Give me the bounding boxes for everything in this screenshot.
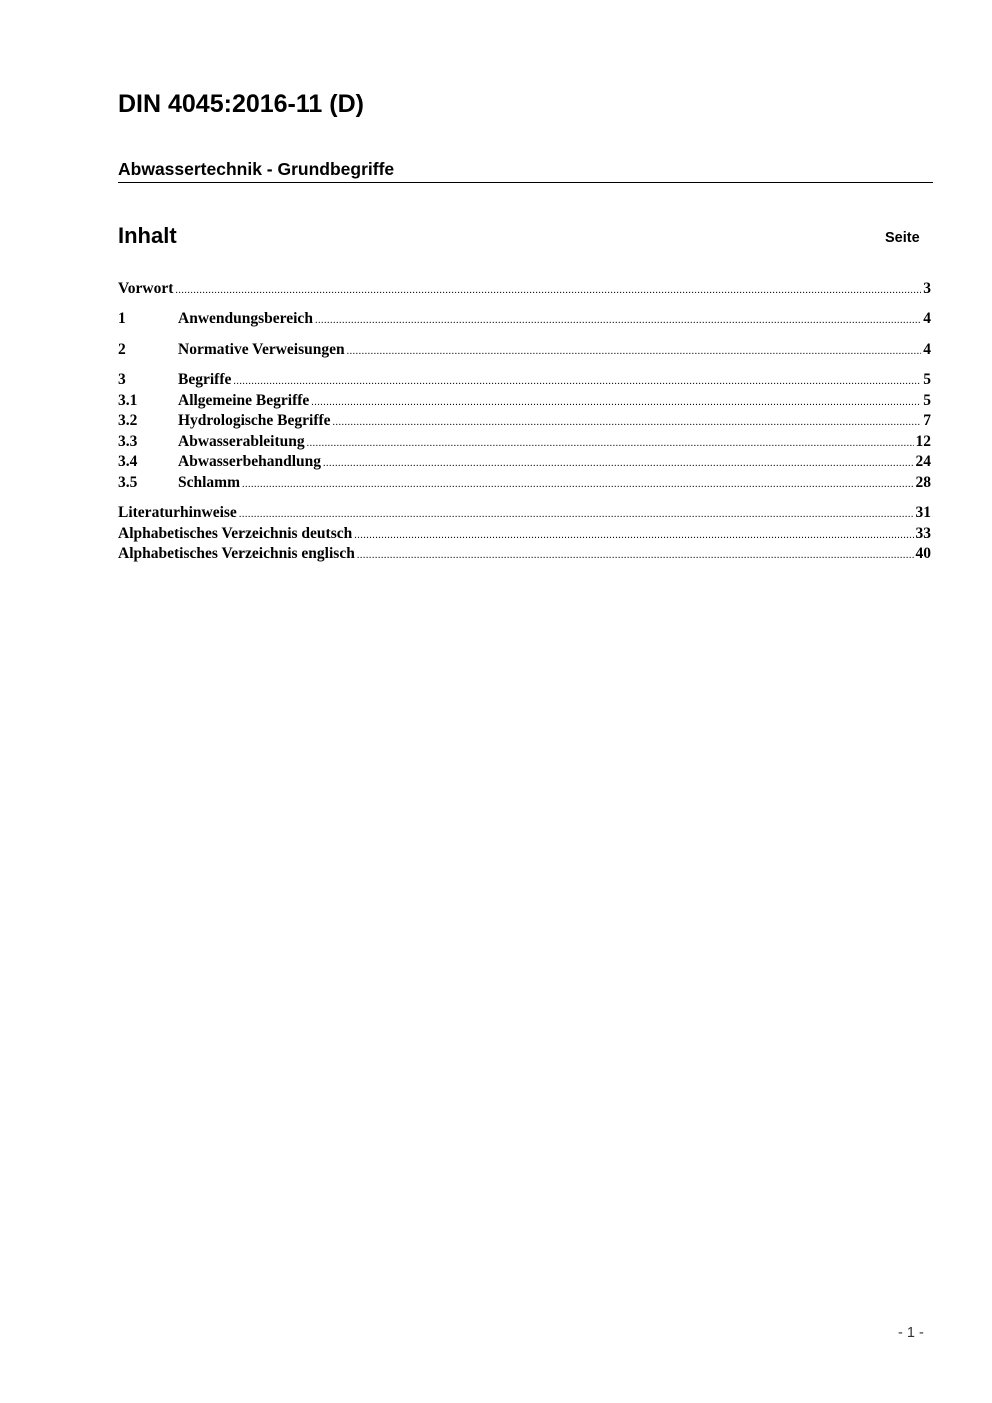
toc-dot-leader <box>347 342 922 362</box>
toc-entry-number: 3.3 <box>118 433 138 450</box>
toc-entry-page: 31 <box>915 504 931 521</box>
toc-entry-label: Alphabetisches Verzeichnis englisch <box>118 545 355 562</box>
toc-dot-leader <box>311 393 921 413</box>
toc-entry-label: Vorwort <box>118 280 174 297</box>
toc-dot-leader <box>175 281 921 301</box>
footer-page-number: - 1 - <box>898 1325 924 1341</box>
toc-entry-number: 2 <box>118 341 126 358</box>
toc-entry-label: Anwendungsbereich <box>178 310 313 327</box>
toc-entry-label: Literaturhinweise <box>118 504 237 521</box>
toc-entry-page: 7 <box>923 412 931 429</box>
toc-entry-abwasserableitung[interactable] <box>118 432 931 452</box>
toc-page-column-label: Seite <box>885 230 920 246</box>
toc-dot-leader <box>354 526 913 546</box>
toc-entry-anwendungsbereich[interactable] <box>118 309 931 329</box>
toc-entry-label: Normative Verweisungen <box>178 341 345 358</box>
toc-entry-allgemeine-begriffe[interactable] <box>118 391 931 411</box>
toc-entry-number: 1 <box>118 310 126 327</box>
toc-entry-page: 28 <box>915 474 931 491</box>
toc-entry-label: Schlamm <box>178 474 240 491</box>
toc-entry-label: Abwasserableitung <box>178 433 305 450</box>
toc-entry-vorwort[interactable] <box>118 279 931 299</box>
toc-entry-label: Alphabetisches Verzeichnis deutsch <box>118 525 353 542</box>
toc-entry-label: Begriffe <box>178 371 232 388</box>
toc-entry-abwasserbehandlung[interactable] <box>118 452 931 472</box>
toc-entry-page: 12 <box>915 433 931 450</box>
toc-entry-label: Abwasserbehandlung <box>178 453 321 470</box>
toc-entry-page: 5 <box>923 392 931 409</box>
toc-entry-literaturhinweise[interactable] <box>118 503 931 523</box>
toc-entry-label: Hydrologische Begriffe <box>178 412 331 429</box>
toc-dot-leader <box>307 434 914 454</box>
toc-entry-hydrologische-begriffe[interactable] <box>118 411 931 431</box>
toc-entry-label: Allgemeine Begriffe <box>178 392 310 409</box>
toc-entry-page: 5 <box>923 371 931 388</box>
toc-entry-verzeichnis-englisch[interactable] <box>118 544 931 564</box>
toc-entry-verzeichnis-deutsch[interactable] <box>118 524 931 544</box>
toc-entry-page: 24 <box>915 453 931 470</box>
toc-entry-begriffe[interactable] <box>118 370 931 390</box>
toc-entry-page: 40 <box>915 545 931 562</box>
toc-entry-page: 4 <box>923 310 931 327</box>
toc-entry-number: 3 <box>118 371 126 388</box>
toc-entry-page: 3 <box>923 280 931 297</box>
toc-entry-number: 3.2 <box>118 412 138 429</box>
toc-dot-leader <box>239 505 914 525</box>
toc-dot-leader <box>357 546 914 566</box>
toc-entry-number: 3.5 <box>118 474 138 491</box>
toc-dot-leader <box>333 413 922 433</box>
toc-heading: Inhalt <box>118 223 177 248</box>
toc-entry-number: 3.1 <box>118 392 138 409</box>
toc-entry-schlamm[interactable] <box>118 473 931 493</box>
toc-entry-page: 4 <box>923 341 931 358</box>
document-title: DIN 4045:2016-11 (D) <box>118 90 364 118</box>
document-subtitle: Abwassertechnik - Grundbegriffe <box>118 158 933 183</box>
toc-dot-leader <box>242 475 914 495</box>
toc-dot-leader <box>233 372 921 392</box>
toc-entry-normative-verweisungen[interactable] <box>118 340 931 360</box>
toc-entry-page: 33 <box>915 525 931 542</box>
toc-dot-leader <box>315 311 921 331</box>
toc-dot-leader <box>323 454 914 474</box>
toc-entry-number: 3.4 <box>118 453 138 470</box>
